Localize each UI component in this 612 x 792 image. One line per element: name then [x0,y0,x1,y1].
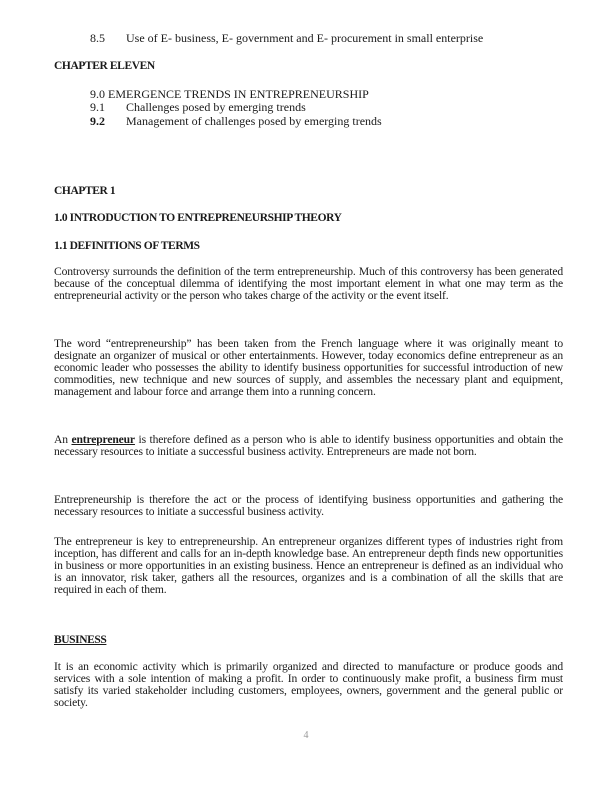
toc-entry-9-2 [90,114,382,128]
business-heading: BUSINESS [54,634,107,646]
toc-text: Management of challenges posed by emerging trends [126,114,382,128]
entrepreneur-term: entrepreneur [71,433,135,446]
paragraph-word-origin: The word “entrepreneurship” has been taken from the French language where it was originally meant to designate an organizer of musical or other entertainments. However, today economics define entrepreneur as an economic leader who possesses the ability to identify business opportunities for successful introduction of new commodities, new technique and new sources of supply, and assembles the necessary plant and equipment, management and labour force and arrange them into a running concern. [54,337,563,398]
page-number: 4 [303,730,309,741]
text: An [54,433,72,446]
toc-entry-9-1 [90,100,306,114]
chapter-eleven-heading: CHAPTER ELEVEN [54,60,155,72]
chapter-1-heading: CHAPTER 1 [54,185,116,197]
toc-number: 8.5 [90,31,105,45]
paragraph-entrepreneurship-definition: Entrepreneurship is therefore the act or the process of identifying business opportunities and gathering the necessary resources to initiate a successful business activity. [54,493,563,518]
text: is therefore defined as a person who is able to identify business opportunities and obtain the necessary resources to initiate a successful business activity. Entrepreneurs are made not born. [54,433,563,458]
paragraph-entrepreneur-key: The entrepreneur is key to entrepreneurship. An entrepreneur organizes different types of industries right from inception, has different and calls for an in-depth knowledge base. An entrepreneur depth finds new opportunities in business or more opportunities in an existing business. Hence an entrepreneur is defined as an individual who is an innovator, risk taker, gathers all the resources, organizes and is a combination of all the skills that are required in each of them. [54,535,563,596]
toc-entry-9-0 [90,87,369,101]
toc-entry-8-5 [90,31,483,45]
section-1-0-heading: 1.0 INTRODUCTION TO ENTREPRENEURSHIP THEORY [54,212,342,224]
paragraph-controversy: Controversy surrounds the definition of the term entrepreneurship. Much of this controversy has been generated because of the conceptual dilemma of identifying the most important element in what one may term as the entrepreneurial activity or the person who takes charge of the activity or the event itself. [54,265,563,302]
section-1-1-heading: 1.1 DEFINITIONS OF TERMS [54,240,200,252]
paragraph-entrepreneur-definition [54,434,563,458]
toc-text: Use of E- business, E- government and E- procurement in small enterprise [126,31,484,45]
paragraph-business: It is an economic activity which is primarily organized and directed to manufacture or produce goods and services with a sole intention of making a profit. In order to continuously make profit, a business firm must satisfy its varied stakeholder including customers, employees, owners, government and the general public or society. [54,660,563,709]
toc-number: 9.1 [90,100,105,114]
toc-text: 9.0 EMERGENCE TRENDS IN ENTREPRENEURSHIP [90,87,369,101]
toc-number: 9.2 [90,114,105,128]
toc-text: Challenges posed by emerging trends [126,100,306,114]
